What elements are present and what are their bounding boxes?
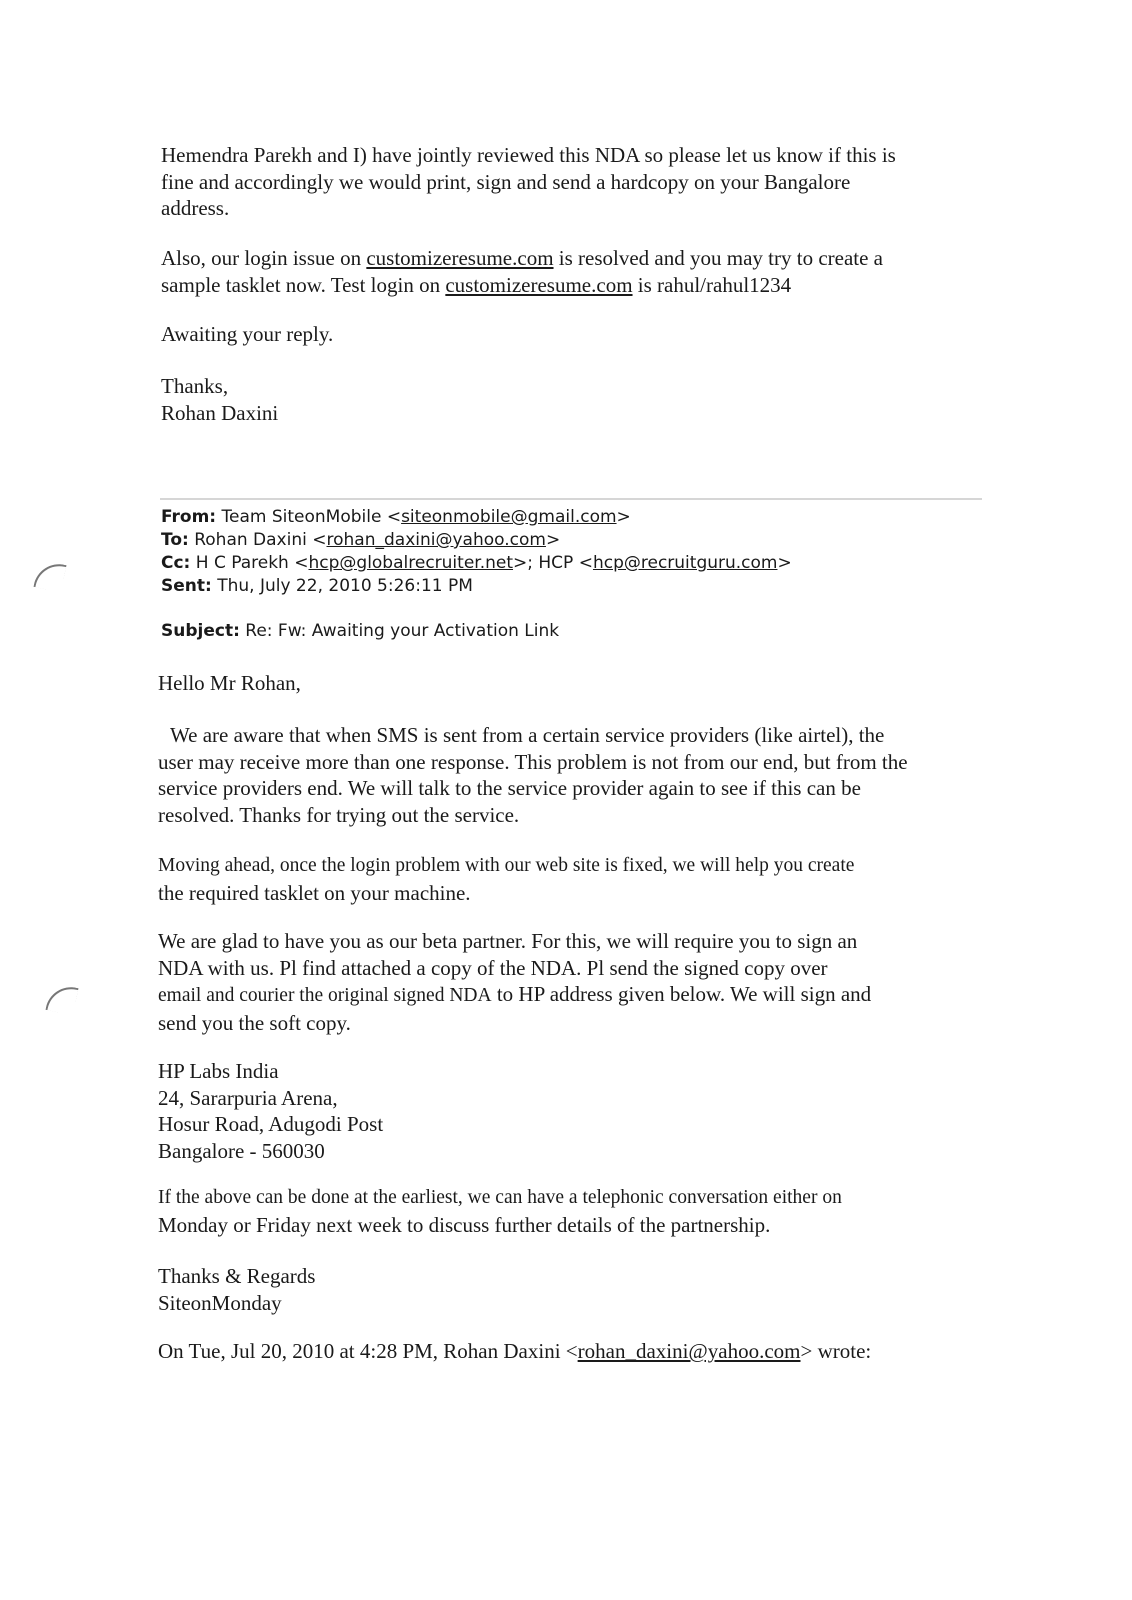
sent-label: Sent: — [161, 576, 212, 596]
signoff-regards: Thanks & Regards — [158, 1264, 316, 1288]
address-line: 24, Sararpuria Arena, — [158, 1085, 338, 1110]
beta-line: We are glad to have you as our beta partner. For this, we will require you to sign an — [158, 929, 858, 953]
moving-line: the required tasklet on your machine. — [158, 880, 471, 905]
moving-line: Moving ahead, once the login problem with our web site is fixed, we will help you create — [158, 855, 855, 876]
customizeresume-link[interactable]: customizeresume.com — [366, 246, 554, 270]
signoff-name: SiteonMonday — [158, 1290, 282, 1315]
beta-line: send you the soft copy. — [158, 1010, 351, 1035]
greeting-line: Hello Mr Rohan, — [158, 671, 301, 695]
hp-address — [158, 1058, 383, 1164]
awaiting-line: Awaiting your reply. — [161, 322, 334, 346]
address-line: HP Labs India — [158, 1059, 279, 1083]
signoff-rohan — [161, 373, 278, 426]
moving-ahead-paragraph — [158, 853, 854, 906]
signoff-thanks: Thanks, — [161, 374, 229, 398]
sms-line: resolved. Thanks for trying out the service. — [158, 802, 520, 827]
customizeresume-link[interactable]: customizeresume.com — [445, 272, 633, 297]
beta-line-part: to HP address given below. We will sign and — [491, 982, 872, 1006]
beta-paragraph — [158, 928, 871, 1036]
signoff-name: Rohan Daxini — [161, 400, 279, 425]
earliest-paragraph — [158, 1185, 842, 1238]
earliest-line: If the above can be done at the earliest, we can have a telephonic conversation either on — [158, 1187, 842, 1208]
punch-hole-mark — [33, 559, 66, 592]
from-label: From: — [161, 507, 217, 527]
header-subject — [161, 620, 559, 643]
cc-email-link[interactable]: hcp@recruitguru.com — [592, 553, 778, 573]
login-text: is rahul/rahul1234 — [632, 272, 792, 297]
intro-paragraph — [161, 142, 896, 222]
intro-line: address. — [161, 196, 230, 220]
intro-line: fine and accordingly we would print, sign and send a hardcopy on your Bangalore — [161, 169, 851, 194]
to-label: To: — [161, 530, 189, 550]
sms-paragraph — [158, 722, 908, 828]
subject-label: Subject: — [161, 621, 240, 641]
header-from: From: Team SiteonMobile <siteonmobile@gmail.com> — [161, 507, 631, 527]
earliest-line: Monday or Friday next week to discuss further details of the partnership. — [158, 1212, 771, 1237]
header-sent — [161, 575, 473, 598]
beta-line-part: email and courier the original signed NDA — [158, 985, 492, 1006]
quoted-header-line: On Tue, Jul 20, 2010 at 4:28 PM, Rohan Daxini <rohan_daxini@yahoo.com> wrote: — [158, 1339, 872, 1363]
login-text: is resolved and you may try to create a — [553, 246, 883, 270]
header-to: To: Rohan Daxini <rohan_daxini@yahoo.com> — [161, 530, 561, 550]
cc-email-link[interactable]: hcp@globalrecruiter.net — [308, 553, 514, 573]
login-text: Also, our login issue on — [161, 246, 367, 270]
subject-value: Re: Fw: Awaiting your Activation Link — [239, 621, 560, 641]
to-email-link[interactable]: rohan_daxini@yahoo.com — [326, 530, 546, 550]
intro-line: Hemendra Parekh and I) have jointly reviewed this NDA so please let us know if this is — [161, 143, 896, 167]
login-text: sample tasklet now. Test login on — [161, 272, 446, 297]
header-cc: Cc: H C Parekh <hcp@globalrecruiter.net>; HCP <hcp@recruitguru.com> — [161, 553, 792, 573]
sent-value: Thu, July 22, 2010 5:26:11 PM — [211, 576, 473, 596]
signoff-siteonmonday — [158, 1263, 315, 1316]
address-line: Bangalore - 560030 — [158, 1138, 325, 1163]
address-line: Hosur Road, Adugodi Post — [158, 1112, 384, 1136]
beta-line: NDA with us. Pl find attached a copy of the NDA. Pl send the signed copy over — [158, 955, 828, 980]
quoted-email-link[interactable]: rohan_daxini@yahoo.com — [577, 1339, 801, 1363]
sms-line: user may receive more than one response. This problem is not from our end, but from the — [158, 749, 908, 774]
sms-line: We are aware that when SMS is sent from a certain service providers (like airtel), the — [170, 723, 885, 747]
from-email-link[interactable]: siteonmobile@gmail.com — [401, 507, 617, 527]
cc-label: Cc: — [161, 553, 191, 573]
header-divider — [160, 498, 982, 500]
punch-hole-mark — [45, 982, 78, 1015]
sms-line: service providers end. We will talk to the service provider again to see if this can be — [158, 776, 861, 800]
login-paragraph — [161, 245, 883, 298]
